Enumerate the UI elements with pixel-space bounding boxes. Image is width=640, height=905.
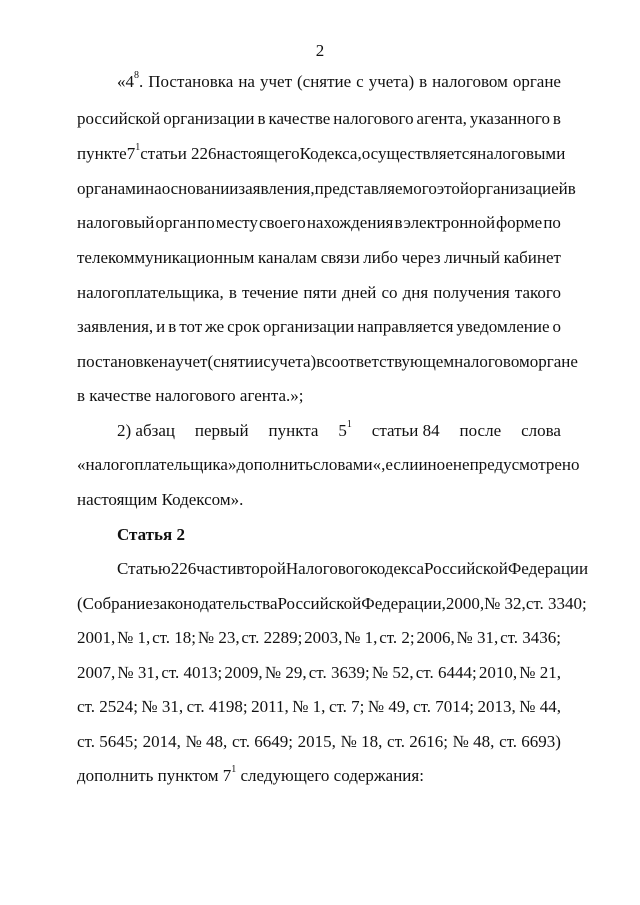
word: учет: [259, 72, 292, 91]
word: качестве: [268, 109, 331, 128]
word: 2010,: [478, 663, 518, 682]
word: № 1,: [292, 697, 326, 716]
word: ст. 18;: [152, 628, 197, 647]
word: личный: [444, 248, 500, 267]
word: (снятии: [207, 352, 264, 371]
paragraph-line: [117, 72, 561, 92]
word: ст. 2;: [379, 628, 415, 647]
word: налогового: [333, 109, 414, 128]
word: Налогового: [285, 559, 370, 578]
paragraph-line: [77, 697, 561, 717]
superscript: 1: [346, 419, 352, 431]
word: Российской: [424, 559, 508, 578]
word: 2013,: [477, 697, 516, 716]
word: ст. 2289;: [241, 628, 303, 647]
word: со: [381, 283, 398, 302]
word: направляется: [357, 317, 454, 336]
word: соответствующем: [324, 352, 455, 371]
paragraph-line: [117, 421, 561, 441]
word: ст. 3639;: [308, 663, 370, 682]
paragraph-line: настоящим Кодексом».: [77, 490, 244, 509]
word: же: [205, 317, 225, 336]
word: нахождения: [306, 213, 394, 232]
word: течение: [241, 283, 299, 302]
word: № 31,: [141, 697, 184, 716]
word: в: [228, 283, 237, 302]
word: по: [197, 213, 215, 232]
word: уведомление: [456, 317, 550, 336]
word: этой: [436, 179, 469, 198]
word: указанного: [469, 109, 550, 128]
word: Кодекса,: [299, 144, 362, 163]
word: ст. 5645;: [77, 732, 138, 751]
word: не: [452, 455, 470, 474]
word: по: [543, 213, 561, 232]
word: № 1,: [117, 628, 151, 647]
word: № 32,: [484, 594, 526, 613]
word: орган: [155, 213, 197, 232]
word: месту: [215, 213, 258, 232]
word: учета): [270, 352, 317, 371]
word: о: [552, 317, 561, 336]
paragraph-line: в качестве налогового агента.»;: [77, 386, 304, 405]
word: № 49,: [367, 697, 410, 716]
word: 2015,: [297, 732, 336, 751]
word: (снятие: [296, 72, 352, 91]
word: $7^1$: [126, 142, 141, 163]
word: учета): [368, 72, 415, 91]
word: «налогоплательщика»: [77, 455, 237, 474]
word: налоговом: [432, 72, 508, 91]
word: в: [552, 109, 561, 128]
word: на: [238, 72, 255, 91]
word: своего: [258, 213, 306, 232]
word: агента,: [416, 109, 467, 128]
word: кабинет: [503, 248, 561, 267]
word: 2014,: [142, 732, 181, 751]
word: ст. 2616;: [387, 732, 448, 751]
word: № 48,: [185, 732, 228, 751]
word: дней: [341, 283, 377, 302]
word: ст. 2524;: [77, 697, 138, 716]
word: статьи 226: [140, 144, 217, 163]
word: № 29,: [264, 663, 307, 682]
paragraph-line: [77, 594, 587, 614]
word: 2003,: [304, 628, 343, 647]
word: налоговыми: [477, 144, 566, 163]
word: на: [145, 179, 162, 198]
word: и: [156, 317, 166, 336]
word: $5^1$: [338, 419, 352, 440]
word: ст. 7014;: [413, 697, 475, 716]
word: пяти: [303, 283, 337, 302]
word: ст. 3436;: [500, 628, 561, 647]
superscript: 1: [231, 764, 237, 776]
word: № 31,: [117, 663, 160, 682]
word: «,: [372, 455, 386, 474]
word: пункта: [268, 421, 319, 440]
word: в: [394, 213, 403, 232]
word: в: [419, 72, 428, 91]
word: статьи 84: [371, 421, 440, 440]
word: ст. 7;: [328, 697, 365, 716]
word: Российской: [277, 594, 362, 613]
word: ст. 3340;: [525, 594, 587, 613]
word: на: [158, 352, 176, 371]
word: заявления,: [238, 179, 315, 198]
word: каналам: [257, 248, 318, 267]
word: осуществляется: [361, 144, 478, 163]
word: Федерации,: [361, 594, 446, 613]
word: тот: [179, 317, 203, 336]
paragraph-line: [77, 317, 561, 337]
paragraph-line: [77, 283, 561, 303]
superscript: 8: [134, 70, 139, 82]
word: иное: [418, 455, 453, 474]
paragraph-line: [77, 142, 566, 164]
word: срок: [227, 317, 260, 336]
word: 2000,: [445, 594, 485, 613]
word: ст. 6444;: [415, 663, 477, 682]
word: № 23,: [197, 628, 240, 647]
paragraph-line: [77, 248, 561, 268]
word: Федерации: [507, 559, 589, 578]
word: с: [263, 352, 271, 371]
word: Постановка: [148, 72, 234, 91]
word: в: [316, 352, 325, 371]
word: налоговом: [454, 352, 530, 371]
page-number: 2: [315, 41, 325, 60]
word: № 1,: [344, 628, 378, 647]
paragraph-line: [77, 663, 561, 683]
paragraph-line: [77, 455, 580, 475]
word: пункте: [77, 144, 127, 163]
word: организации: [163, 109, 255, 128]
word: № 21,: [519, 663, 561, 682]
word: Статью: [117, 559, 171, 578]
superscript: 1: [135, 142, 141, 154]
word: налогоплательщика,: [77, 283, 224, 302]
word: телекоммуникационным: [77, 248, 255, 267]
word: «$4^8$.: [117, 70, 144, 91]
word: настоящего: [216, 144, 300, 163]
word: № 31,: [456, 628, 499, 647]
word: 2011,: [251, 697, 289, 716]
paragraph-line: [77, 213, 561, 233]
word: 226: [170, 559, 197, 578]
word: второй: [236, 559, 286, 578]
paragraph-line: дополнить пунктом $7^1$ следующего содержания:: [77, 764, 424, 785]
word: 2009,: [224, 663, 263, 682]
word: первый: [194, 421, 249, 440]
word: (Собрание: [77, 594, 153, 613]
word: в: [257, 109, 266, 128]
word: № 44,: [519, 697, 561, 716]
word: в: [567, 179, 576, 198]
word: либо: [363, 248, 398, 267]
word: форме: [496, 213, 543, 232]
word: законодательства: [152, 594, 278, 613]
word: в: [168, 317, 177, 336]
word: 2007,: [77, 663, 116, 682]
word: дня: [402, 283, 429, 302]
word: организации: [262, 317, 355, 336]
word: № 48,: [452, 732, 495, 751]
word: предусмотрено: [469, 455, 580, 474]
word: учет: [175, 352, 208, 371]
word: кодекса: [369, 559, 425, 578]
word: ст. 4198;: [186, 697, 248, 716]
word: организацией: [468, 179, 568, 198]
word: № 18,: [340, 732, 383, 751]
word: 2) абзац: [117, 421, 175, 440]
word: дополнить: [236, 455, 313, 474]
word: такого: [514, 283, 561, 302]
paragraph-line: [77, 109, 561, 129]
word: с: [356, 72, 364, 91]
word: заявления,: [77, 317, 154, 336]
word: представляемого: [314, 179, 437, 198]
word: налоговый: [77, 213, 155, 232]
paragraph-line: [77, 352, 578, 372]
word: слова: [521, 421, 561, 440]
word: 2001,: [77, 628, 116, 647]
word: 2006,: [416, 628, 455, 647]
paragraph-line: [77, 179, 576, 199]
word: ст. 4013;: [161, 663, 223, 682]
word: электронной: [403, 213, 496, 232]
word: органе: [512, 72, 561, 91]
article-heading: Статья 2: [117, 525, 185, 544]
word: основании: [161, 179, 239, 198]
word: ст. 6649;: [232, 732, 293, 751]
word: получения: [433, 283, 510, 302]
word: связи: [320, 248, 360, 267]
word: ст. 6693): [499, 732, 561, 751]
paragraph-line: [117, 559, 589, 579]
word: словами: [312, 455, 373, 474]
word: если: [385, 455, 419, 474]
word: органе: [529, 352, 578, 371]
word: через: [401, 248, 441, 267]
paragraph-line: [77, 628, 561, 648]
word: органами: [77, 179, 146, 198]
word: № 52,: [371, 663, 414, 682]
word: постановке: [77, 352, 159, 371]
word: российской: [77, 109, 161, 128]
word: части: [196, 559, 237, 578]
paragraph-line: [77, 732, 561, 752]
word: после: [459, 421, 502, 440]
